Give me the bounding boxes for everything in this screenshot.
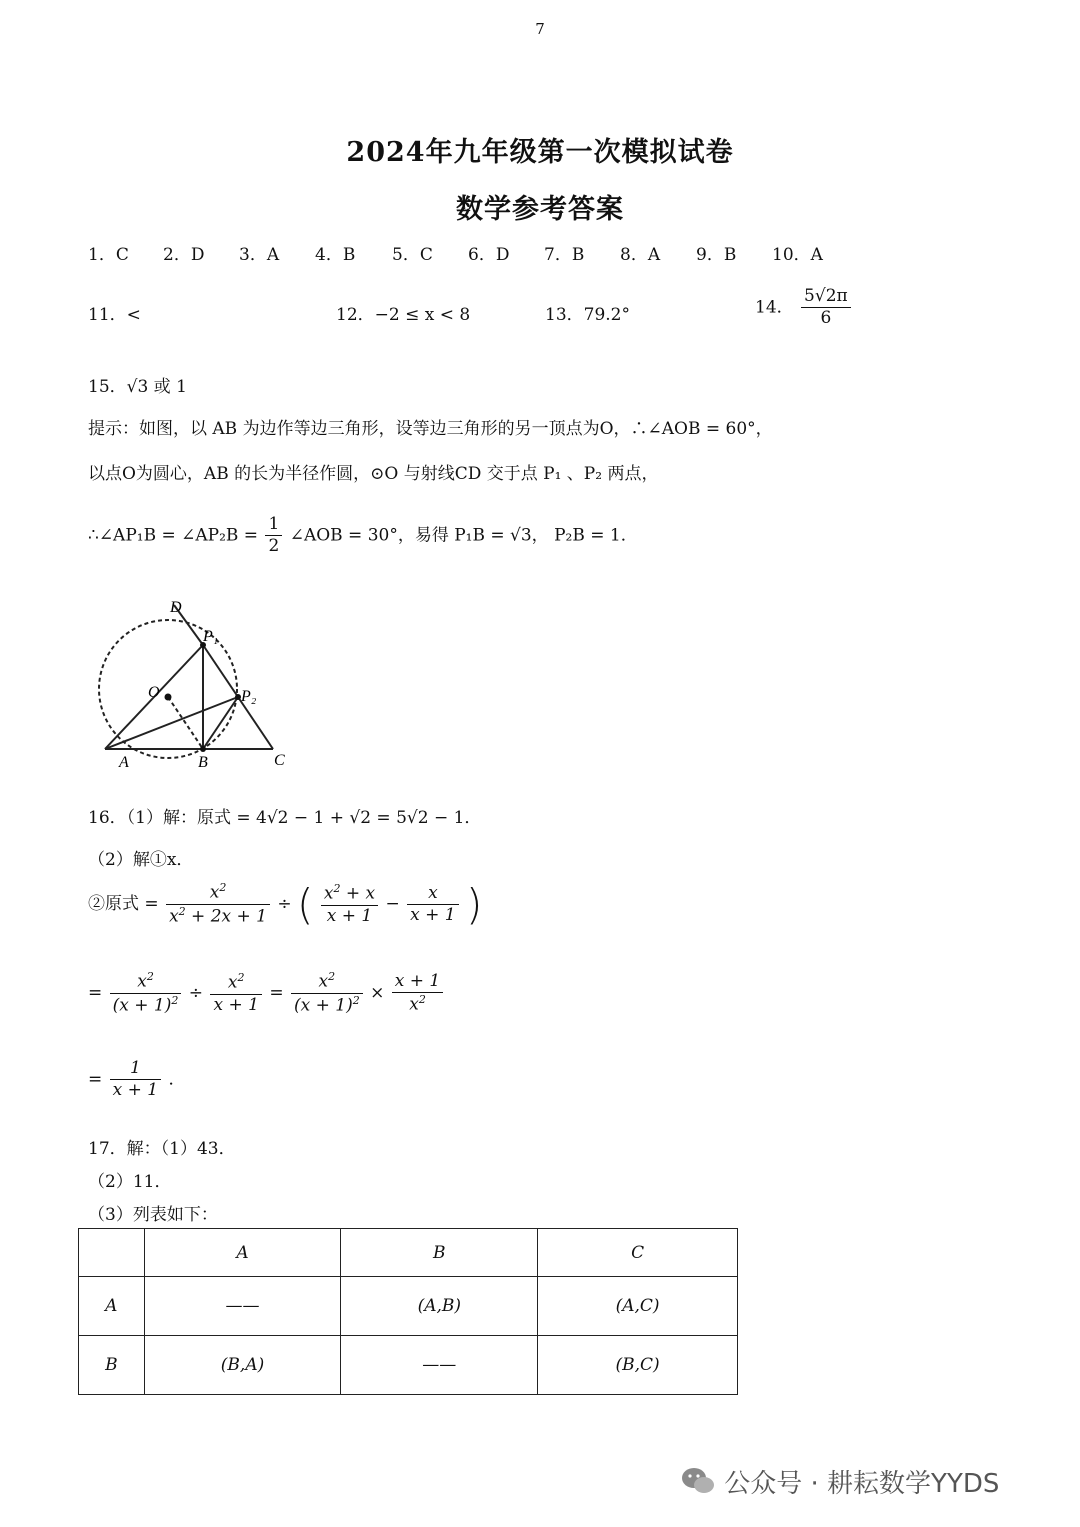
table-cell: B — [79, 1336, 145, 1395]
point-b — [200, 746, 206, 752]
answer-16-part-2: （2）解①x． — [88, 850, 194, 870]
hint-line-3 — [88, 514, 638, 558]
geometry-figure — [88, 592, 308, 777]
mc-answer-5: 5．C — [392, 245, 433, 265]
expr2-frac-1: $\frac{x^2}{(x + 1)^2}$ — [110, 970, 182, 1017]
label-p1: P₁ — [203, 628, 219, 645]
expr-frac-3: $\frac{x}{x + 1}$ — [407, 883, 458, 927]
expr2-frac-4: $\frac{x + 1}{x^2}$ — [392, 971, 443, 1016]
mc-answer-9: 9．B — [696, 245, 737, 265]
table-row — [79, 1277, 738, 1336]
right-paren: ) — [466, 880, 483, 929]
answer-16-expression-1 — [88, 880, 482, 929]
label-c: C — [274, 752, 285, 769]
watermark-text: 公众号 · 耕耘数学YYDS — [724, 1469, 1000, 1499]
hint-line-1: 提示：如图，以 AB 为边作等边三角形，设等边三角形的另一顶点为O，∴∠AOB = 60°， — [88, 419, 773, 439]
mc-answer-4: 4．B — [315, 245, 356, 265]
table-header-cell: A — [144, 1229, 341, 1277]
answer-16-expression-2: = $\frac{x^2}{(x + 1)^2}$ ÷ $\frac{x^2}{x + 1}$ = $\frac{x^2}{(x + 1)^2}$ × $\frac{x + 1}{x^2}$ — [88, 970, 445, 1017]
label-o: O — [148, 684, 160, 701]
label-a: A — [119, 754, 129, 771]
table-cell: A — [79, 1277, 145, 1336]
label-p2: P₂ — [241, 688, 257, 705]
answer-17-part-2: （2）11． — [88, 1172, 172, 1192]
expr2-frac-3: $\frac{x^2}{(x + 1)^2}$ — [291, 970, 363, 1017]
answer-14-fraction — [801, 286, 851, 330]
point-o — [165, 694, 172, 701]
mc-answer-8: 8．A — [620, 245, 661, 265]
answer-14 — [755, 286, 853, 330]
table-cell: (B,C) — [538, 1336, 738, 1395]
table-header-cell — [79, 1229, 145, 1277]
expr2-frac-2: $\frac{x^2}{x + 1}$ — [210, 971, 261, 1016]
mc-answer-10: 10．A — [772, 245, 823, 265]
watermark — [680, 1463, 999, 1503]
minus-sign: − — [385, 894, 400, 914]
table-cell: (B,A) — [144, 1336, 341, 1395]
page-subtitle: 数学参考答案 — [456, 194, 624, 225]
outcome-table — [78, 1228, 738, 1395]
result-fraction: $\frac{1}{x + 1}$ — [110, 1058, 161, 1102]
left-paren: ( — [297, 880, 314, 929]
label-b: B — [198, 754, 208, 771]
table-cell: (A,B) — [341, 1277, 538, 1336]
mc-answer-3: 3．A — [239, 245, 280, 265]
answer-16-result: = $\frac{1}{x + 1}$ ． — [88, 1058, 186, 1101]
mc-answer-1: 1．C — [88, 245, 129, 265]
answer-12: 12．−2 ≤ x < 8 — [336, 305, 471, 325]
table-header-cell: C — [538, 1229, 738, 1277]
table-cell: —— — [144, 1277, 341, 1336]
expr-frac-2: $\frac{x^2 + x}{x + 1}$ — [321, 882, 378, 927]
label-d: D — [170, 599, 182, 616]
answer-17-part-3: （3）列表如下： — [88, 1205, 218, 1225]
table-row — [79, 1336, 738, 1395]
table-cell: (A,C) — [538, 1277, 738, 1336]
answer-14-label: 14． — [755, 297, 794, 318]
answer-11: 11．< — [88, 305, 141, 325]
table-header-row — [79, 1229, 738, 1277]
half-denominator: 2 — [268, 536, 280, 557]
table-header-cell: B — [341, 1229, 538, 1277]
wechat-icon — [680, 1466, 716, 1503]
table-cell: —— — [341, 1336, 538, 1395]
mc-answer-7: 7．B — [544, 245, 585, 265]
page-number: 7 — [535, 20, 545, 38]
mc-answer-2: 2．D — [163, 245, 205, 265]
divide-sign: ÷ — [277, 894, 292, 914]
answer-14-numerator: 5√2π — [801, 286, 851, 308]
answer-14-denominator: 6 — [820, 308, 832, 329]
answer-13: 13．79.2° — [545, 305, 630, 325]
hint-line-3-post: ∠AOB = 30°，易得 P₁B = √3， P₂B = 1． — [289, 525, 638, 546]
half-numerator: 1 — [265, 514, 282, 536]
hint-line-3-pre: ∴∠AP₁B = ∠AP₂B = — [88, 525, 259, 546]
expr-label: ②原式 = — [88, 894, 159, 914]
answer-16-part-1: 16．（1）解：原式 = 4√2 − 1 + √2 = 5√2 − 1． — [88, 808, 482, 828]
hint-line-2: 以点O为圆心，AB 的长为半径作圆，⊙O 与射线CD 交于点 P₁ 、P₂ 两点， — [88, 464, 659, 484]
answer-15: 15．√3 或 1 — [88, 377, 187, 397]
answer-17-part-1: 17．解：（1）43． — [88, 1139, 236, 1159]
expr-frac-1: $\frac{x^2}{x^2 + 2x + 1}$ — [166, 881, 270, 928]
half-fraction — [265, 514, 282, 558]
segment-ap2 — [105, 697, 238, 749]
page-title: 2024年九年级第一次模拟试卷 — [346, 137, 734, 168]
mc-answer-6: 6．D — [468, 245, 510, 265]
